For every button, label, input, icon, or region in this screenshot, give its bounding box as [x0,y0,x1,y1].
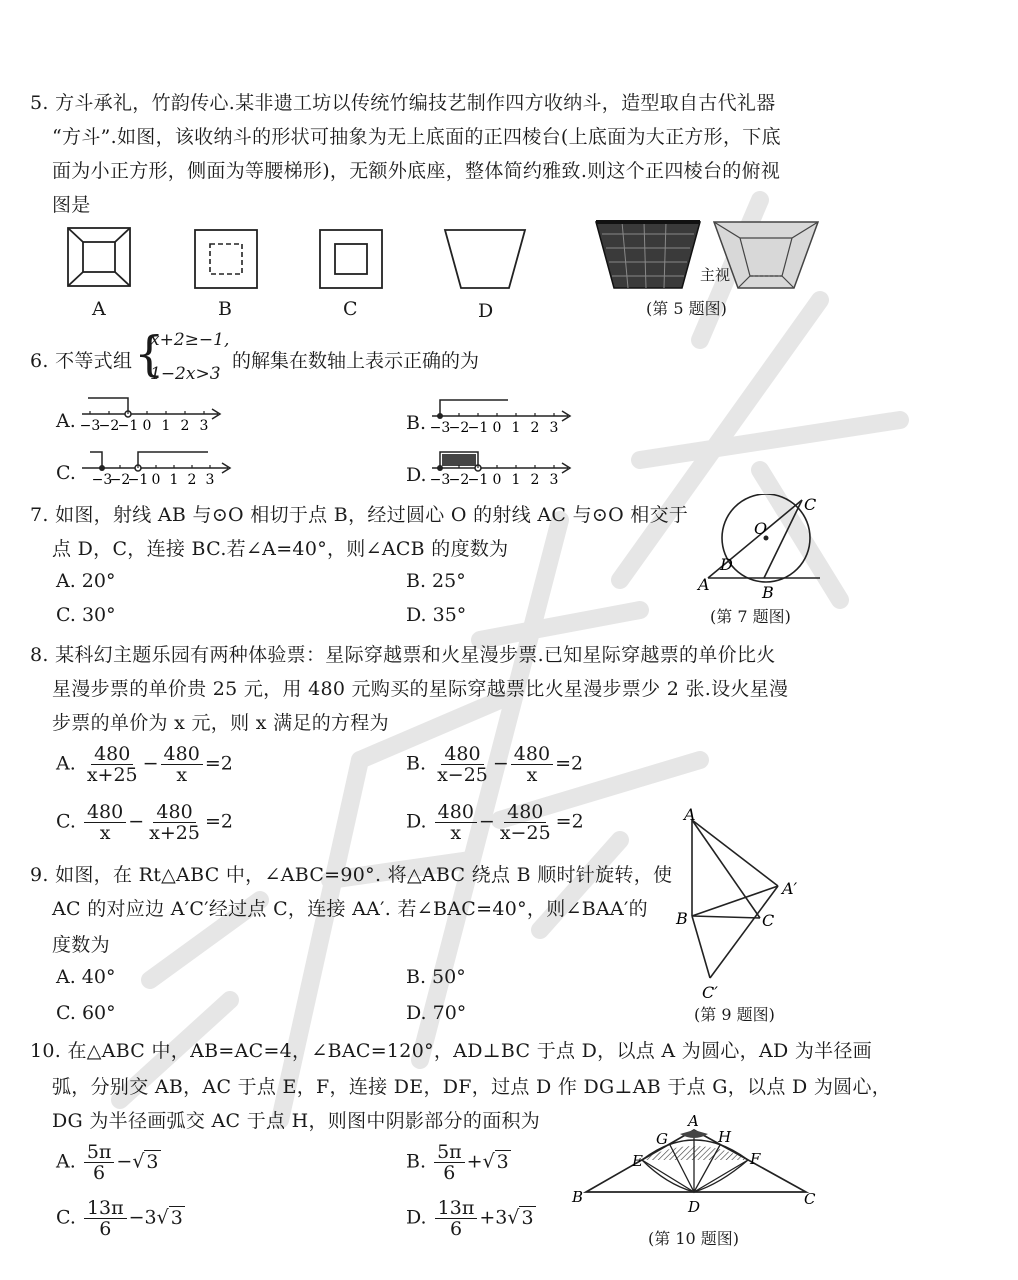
q8-option-b-label: B. [406,752,427,775]
q6-tick-label: −2 [109,472,131,488]
q10-point-c: C [804,1190,816,1208]
q6-tick-label: −1 [127,472,149,488]
q6-tick-label: 0 [492,420,502,436]
q6-inequality-1: x+2≥−1, [150,330,230,350]
q10-figure [570,1112,820,1224]
q6-tick-label: 2 [180,418,190,434]
q5-line-1: 5. 方斗承礼，竹韵传心.某非遗工坊以传统竹编技艺制作四方收纳斗，造型取自古代礼器 [30,92,776,114]
q9-point-c: C [762,911,775,930]
q10-point-g: G [656,1130,668,1148]
q8-line-2: 星漫步票的单价贵 25 元，用 480 元购买的星际穿越票比火星漫步票少 2 张.设火星漫 [52,678,789,700]
q6-stem-prefix: 6. 不等式组 [30,350,133,372]
q7-option-d: D. 35° [406,604,467,626]
q10-d-rad: 3 [521,1206,534,1229]
q9-point-a-prime: A′ [782,879,798,898]
q8-line-1: 8. 某科幻主题乐园有两种体验票：星际穿越票和火星漫步票.已知星际穿越票的单价比火 [30,644,776,666]
q5-option-b-label: B [218,298,232,320]
q5-view-label: 主视 [700,266,731,284]
q8-b-num-2: 480 [511,744,553,765]
q10-c-num: 13π [84,1198,127,1219]
q6-option-a-label: A. [56,410,76,432]
q8-a-den-1: x+25 [86,764,138,786]
q7-line-1: 7. 如图，射线 AB 与⊙O 相切于点 B，经过圆心 O 的射线 AC 与⊙O 相交于 [30,504,689,526]
q10-d-num: 13π [435,1198,478,1219]
q8-b-den-1: x−25 [437,764,488,786]
q5-option-c-label: C [343,298,358,320]
q6-tick-label: 2 [530,420,540,436]
q10-caption: (第 10 题图) [648,1229,740,1248]
q7-point-a: A [698,575,710,594]
q10-c-coef: 3 [144,1206,157,1229]
q6-tick-label: −2 [98,418,120,434]
q10-option-b-label: B. [406,1150,427,1173]
q6-stem-suffix: 的解集在数轴上表示正确的为 [232,350,480,372]
q6-option-b-label: B. [406,412,427,434]
q6-tick-label: 0 [492,472,502,488]
q6-tick-label: 3 [549,472,559,488]
q5-option-b-figure [193,228,259,290]
q9-point-b: B [676,909,688,928]
q8-d-num-2: 480 [504,802,546,823]
q8-c-rhs: =2 [204,810,233,833]
q9-figure [670,806,810,1004]
q6-tick-label: 2 [187,472,197,488]
q9-line-3: 度数为 [52,934,110,956]
q10-option-b: B. $\frac{5\pi}{6}$ +√ 3 [406,1141,509,1184]
q9-point-c-prime: C′ [702,983,718,1002]
q7-option-b: B. 25° [406,570,466,592]
q7-caption: (第 7 题图) [710,607,791,626]
q9-option-d: D. 70° [406,1002,467,1024]
q5-line-3: 面为小正方形，侧面为等腰梯形)，无额外底座，整体简约雅致.则这个正四棱台的俯视 [52,160,781,182]
q8-a-num-2: 480 [161,744,203,765]
q9-option-b: B. 50° [406,966,466,988]
q8-d-den-1: x [450,822,462,844]
q7-option-a: A. 20° [56,570,116,592]
q10-option-c-label: C. [56,1206,76,1229]
q8-c-num-1: 480 [84,802,126,823]
q8-d-num-1: 480 [435,802,477,823]
q10-d-sign: + [479,1206,496,1229]
q8-d-den-2: x−25 [499,822,551,844]
q6-option-c-label: C. [56,462,76,484]
q8-option-d-label: D. [406,810,427,833]
q10-point-b: B [572,1188,584,1206]
q9-line-1: 9. 如图，在 Rt△ABC 中，∠ABC=90°. 将△ABC 绕点 B 顺时针旋转，使 [30,864,673,886]
q10-a-den: 6 [93,1162,106,1184]
q6-inequality-2: 1−2x>3 [150,364,221,384]
q6-tick-label: 2 [530,472,540,488]
q8-option-a: A. $\frac{480}{x+25}$ − $\frac{480}{x}$ =2 [56,743,233,786]
q8-b-rhs: =2 [555,752,584,775]
q5-option-a-figure [66,226,132,288]
q8-d-rhs: =2 [555,810,584,833]
q10-d-den: 6 [449,1218,463,1240]
q10-line-3: DG 为半径画弧交 AC 于点 H，则图中阴影部分的面积为 [52,1110,541,1132]
q10-c-rad: 3 [170,1206,183,1229]
q6-tick-label: −2 [448,420,470,436]
q6-tick-label: 3 [549,420,559,436]
q10-c-den: 6 [99,1218,112,1240]
q6-tick-label: 1 [169,472,179,488]
q10-b-rad: 3 [496,1150,509,1173]
q6-tick-label: 0 [142,418,152,434]
q6-number-line-b [428,396,576,436]
q6-tick-label: −1 [117,418,139,434]
q10-line-1: 10. 在△ABC 中，AB=AC=4，∠BAC=120°，AD⊥BC 于点 D，以点 A 为圆心，AD 为半径画 [30,1040,873,1062]
q5-option-a-label: A [92,298,106,320]
q10-b-num: 5π [434,1142,465,1163]
q7-point-o: O [754,519,768,538]
q7-figure [696,494,826,602]
q10-option-c: C. $\frac{13\pi}{6}$ −3√ 3 [56,1197,183,1240]
q5-line-2: “方斗”.如图，该收纳斗的形状可抽象为无上底面的正四棱台(上底面为大正方形，下底 [52,126,781,148]
q8-b-den-2: x [526,764,538,786]
q8-a-den-2: x [176,764,188,786]
q8-line-3: 步票的单价为 x 元，则 x 满足的方程为 [52,712,389,734]
q8-a-num-1: 480 [91,744,133,765]
q6-tick-label: 0 [151,472,161,488]
q9-point-a: A [684,806,696,824]
q8-option-b: B. $\frac{480}{x-25}$ − $\frac{480}{x}$ =2 [406,743,584,786]
q8-option-a-label: A. [56,752,76,775]
q5-option-d-label: D [478,300,494,322]
q10-a-num: 5π [84,1142,115,1163]
q6-option-d-label: D. [406,464,427,486]
q7-point-b: B [762,583,774,602]
q6-tick-label: −3 [429,420,451,436]
q6-tick-label: 3 [199,418,209,434]
q10-option-d-label: D. [406,1206,427,1229]
q9-option-c: C. 60° [56,1002,116,1024]
q10-point-d: D [688,1198,701,1216]
q6-tick-label: −2 [448,472,470,488]
q6-tick-label: 1 [511,472,521,488]
q8-c-num-2: 480 [153,802,195,823]
q8-a-rhs: =2 [204,752,233,775]
q7-line-2: 点 D，C，连接 BC.若∠A=40°，则∠ACB 的度数为 [52,538,509,560]
q10-option-a: A. $\frac{5\pi}{6}$ −√ 3 [56,1141,159,1184]
q9-line-2: AC 的对应边 A′C′经过点 C，连接 AA′. 若∠BAC=40°，则∠BAA′的 [52,898,648,920]
q10-point-h: H [718,1128,732,1146]
q5-line-4: 图是 [52,194,91,216]
q6-tick-label: −3 [429,472,451,488]
q10-a-rad: 3 [146,1150,159,1173]
q8-b-num-1: 480 [441,744,483,765]
q7-option-c: C. 30° [56,604,116,626]
q10-b-sign: + [466,1150,483,1173]
q10-point-e: E [632,1152,643,1170]
q10-point-a: A [688,1112,699,1130]
q10-line-2: 弧，分别交 AB，AC 于点 E，F，连接 DE，DF，过点 D 作 DG⊥AB 于点 G，以点 D 为圆心， [52,1076,892,1098]
q9-option-a: A. 40° [56,966,116,988]
q5-caption: (第 5 题图) [646,299,727,318]
q6-tick-label: 1 [161,418,171,434]
q6-number-line-d [428,448,576,488]
q10-b-den: 6 [443,1162,456,1184]
q10-point-f: F [750,1150,761,1168]
q10-c-sign: − [128,1206,145,1229]
q7-point-c: C [804,495,817,514]
q8-option-d: D. $\frac{480}{x}$ − $\frac{480}{x-25}$ =2 [406,801,584,844]
q8-c-den-2: x+25 [149,822,200,844]
q9-caption: (第 9 题图) [694,1005,775,1024]
q6-number-line-c [78,448,236,488]
q6-tick-label: −1 [467,472,489,488]
q6-tick-label: −3 [79,418,101,434]
q5-option-d-figure [443,228,527,290]
q6-tick-label: 3 [205,472,215,488]
q6-brace: { [134,326,165,382]
q5-option-c-figure [318,228,384,290]
q10-option-d: D. $\frac{13\pi}{6}$ +3√ 3 [406,1197,534,1240]
q6-tick-label: −3 [91,472,113,488]
q8-option-c: C. $\frac{480}{x}$ − $\frac{480}{x+25}$ =2 [56,801,233,844]
q10-a-sign: − [116,1150,133,1173]
q6-tick-label: −1 [467,420,489,436]
q7-point-d: D [720,555,733,574]
q6-number-line-a [78,394,226,434]
q10-option-a-label: A. [56,1150,76,1173]
q8-option-c-label: C. [56,810,76,833]
q10-d-coef: 3 [495,1206,508,1229]
q6-tick-label: 1 [511,420,521,436]
q8-c-den-1: x [99,822,111,844]
